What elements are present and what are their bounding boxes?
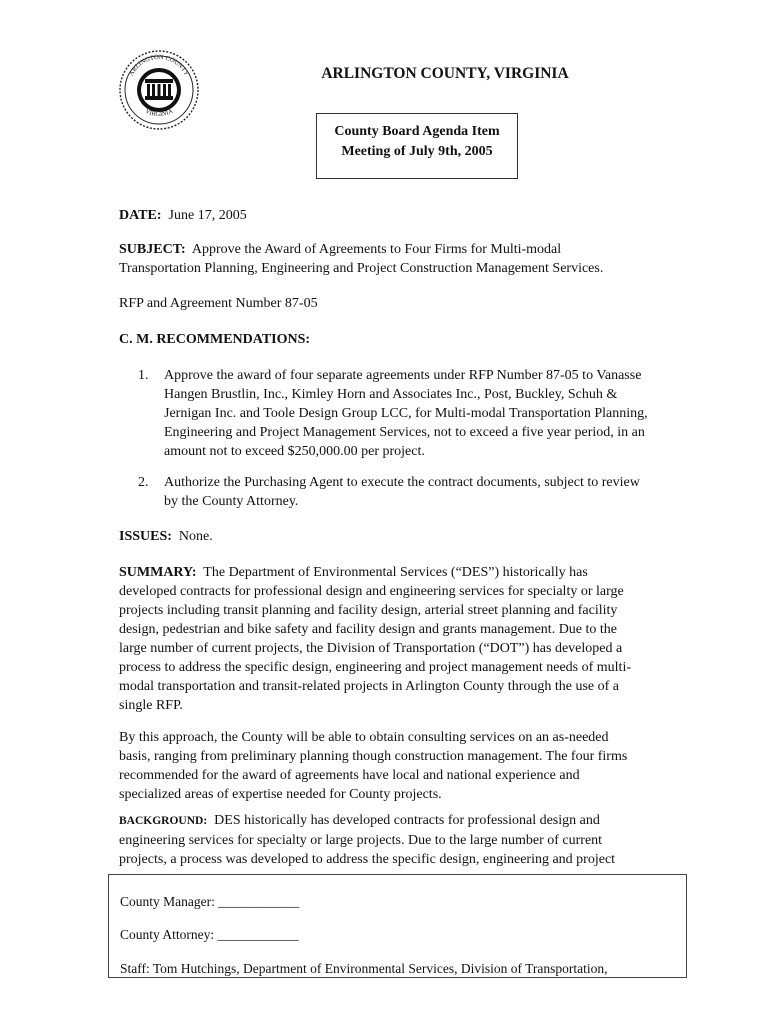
summary-line: projects including transit planning and facility design, arterial street planning and facility [119,603,618,618]
recommendation-line: Authorize the Purchasing Agent to execute the contract documents, subject to review [164,475,640,490]
document-title: ARLINGTON COUNTY, VIRGINIA [321,65,569,82]
summary-label: SUMMARY: [119,565,197,580]
list-number: 2. [138,475,149,490]
recommendation-line: by the County Attorney. [164,494,299,509]
approach-line: recommended for the award of agreements have local and national experience and [119,768,580,783]
summary-section [119,563,679,715]
summary-line: process to address the specific design, engineering and project management needs of multi- [119,660,631,675]
seal-text-bottom: VIRGINIA [143,107,175,119]
issues-line [119,527,213,546]
date-label: DATE: [119,208,162,223]
recommendation-line: amount not to exceed $250,000.00 per project. [164,444,425,459]
subject-line-2: Transportation Planning, Engineering and Project Construction Management Services. [119,261,604,276]
summary-line: developed contracts for professional design and engineering services for specialty or large [119,584,624,599]
seal-text-top: ARLINGTON COUNTY [128,53,190,78]
recommendation-line: Hangen Brustlin, Inc., Kimley Horn and Associates Inc., Post, Buckley, Schuh & [164,387,618,402]
rfp-number: RFP and Agreement Number 87-05 [119,296,318,311]
recommendation-line: Approve the award of four separate agreements under RFP Number 87-05 to Vanasse [164,368,642,383]
recommendations-heading: C. M. RECOMMENDATIONS: [119,332,311,347]
summary-line: modal transportation and transit-related projects in Arlington County through the use of a [119,679,620,694]
summary-line: design, pedestrian and bike safety and facility design and grants management. Due to the [119,622,618,637]
background-line: projects, a process was developed to address the specific design, engineering and project [119,852,616,867]
recommendation-line: Jernigan Inc. and Toole Design Group LCC, for Multi-modal Transportation Planning, [164,406,648,421]
county-seal-icon [118,48,200,132]
issues-value: None. [178,529,213,544]
subject-line-1: Approve the Award of Agreements to Four Firms for Multi-modal [191,242,562,257]
county-attorney-signature: County Attorney: ____________ [120,927,299,942]
county-manager-signature: County Manager: ____________ [120,894,300,909]
background-line: engineering services for specialty or large projects. Due to the large number of current [119,833,603,848]
meeting-date-label: Meeting of July 9th, 2005 [341,144,493,159]
background-line: DES historically has developed contracts for professional design and [214,813,600,828]
approach-paragraph [119,728,679,804]
background-label: BACKGROUND: [119,815,208,827]
date-value: June 17, 2005 [168,208,247,223]
summary-line: single RFP. [119,698,183,713]
approach-line: specialized areas of expertise needed for County projects. [119,787,442,802]
date-line [119,206,247,225]
agenda-item-label: County Board Agenda Item [334,124,500,139]
summary-line: The Department of Environmental Services (“DES”) historically has [203,565,588,580]
agenda-box [316,113,518,179]
approach-line: By this approach, the County will be able to obtain consulting services on an as-needed [119,730,609,745]
list-number: 1. [138,368,149,383]
signature-box [108,874,687,978]
summary-line: large number of current projects, the Division of Transportation (“DOT”) has developed a [119,641,623,656]
county-seal [118,48,200,132]
issues-label: ISSUES: [119,529,172,544]
recommendation-line: Engineering and Project Management Services, not to exceed a five year period, in an [164,425,645,440]
subject-label: SUBJECT: [119,242,186,257]
staff-line: Staff: Tom Hutchings, Department of Environmental Services, Division of Transportation, [120,961,608,976]
approach-line: basis, ranging from preliminary planning though construction management. The four firms [119,749,628,764]
subject-section [119,240,679,278]
background-section [119,811,679,869]
